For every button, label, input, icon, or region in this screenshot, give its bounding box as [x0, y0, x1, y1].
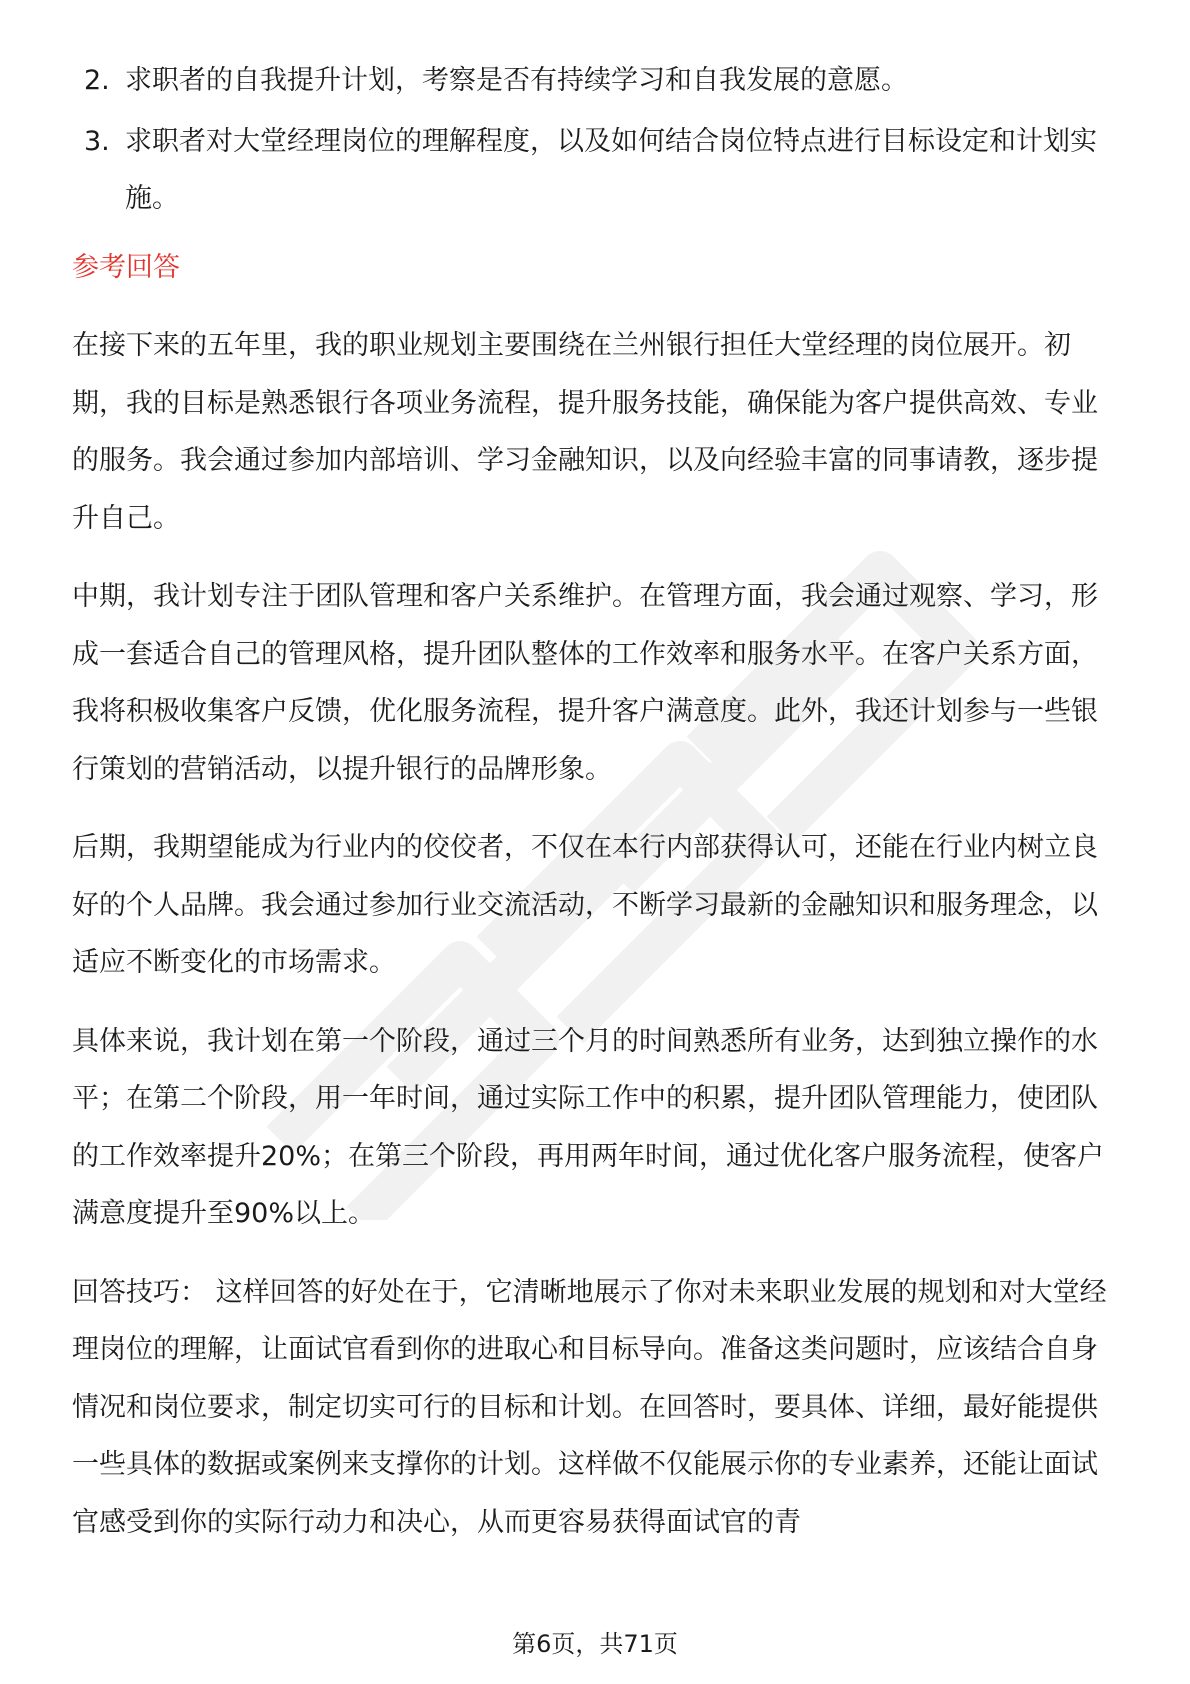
list-item	[72, 52, 1122, 110]
paragraph-answer-tips: 回答技巧： 这样回答的好处在于，它清晰地展示了你对未来职业发展的规划和对大堂经理岗位的理解，让面试官看到你的进取心和目标导向。准备这类问题时，应该结合自身情况和岗位要求，制定切实可行的目标和计划。在回答时，要具体、详细，最好能提供一些具体的数据或案例来支撑你的计划。这样做不仅能展示你的专业素养，还能让面试官感受到你的实际行动力和决心，从而更容易获得面试官的青	[72, 1276, 1107, 1538]
paragraph-early-stage: 在接下来的五年里，我的职业规划主要围绕在兰州银行担任大堂经理的岗位展开。初期，我的目标是熟悉银行各项业务流程，提升服务技能，确保能为客户提供高效、专业的服务。我会通过参加内部培训、学习金融知识，以及向经验丰富的同事请教，逐步提升自己。	[72, 330, 1098, 534]
paragraph-late-stage: 后期，我期望能成为行业内的佼佼者，不仅在本行内部获得认可，还能在行业内树立良好的个人品牌。我会通过参加行业交流活动，不断学习最新的金融知识和服务理念，以适应不断变化的市场需求。	[72, 832, 1098, 978]
main-content	[72, 52, 1122, 1572]
list-item-text: 求职者对大堂经理岗位的理解程度，以及如何结合岗位特点进行目标设定和计划实施。	[125, 125, 1097, 214]
page-number-footer: 第6页，共71页	[512, 1630, 678, 1658]
list-item-number: 3.	[84, 125, 110, 157]
list-item-text: 求职者的自我提升计划，考察是否有持续学习和自我发展的意愿。	[125, 65, 908, 96]
evaluation-points-list	[72, 52, 1122, 228]
list-item-number: 2.	[84, 65, 110, 96]
paragraph-specific-plan: 具体来说，我计划在第一个阶段，通过三个月的时间熟悉所有业务，达到独立操作的水平；在第二个阶段，用一年时间，通过实际工作中的积累，提升团队管理能力，使团队的工作效率提升20%；在第三个阶段，再用两年时间，通过优化客户服务流程，使客户满意度提升至90%以上。	[72, 1025, 1105, 1229]
reference-answer-heading: 参考回答	[72, 251, 180, 283]
list-item	[72, 113, 1122, 228]
paragraph-mid-stage: 中期，我计划专注于团队管理和客户关系维护。在管理方面，我会通过观察、学习，形成一套适合自己的管理风格，提升团队整体的工作效率和服务水平。在客户关系方面，我将积极收集客户反馈，优化服务流程，提升客户满意度。此外，我还计划参与一些银行策划的营销活动，以提升银行的品牌形象。	[72, 581, 1098, 785]
